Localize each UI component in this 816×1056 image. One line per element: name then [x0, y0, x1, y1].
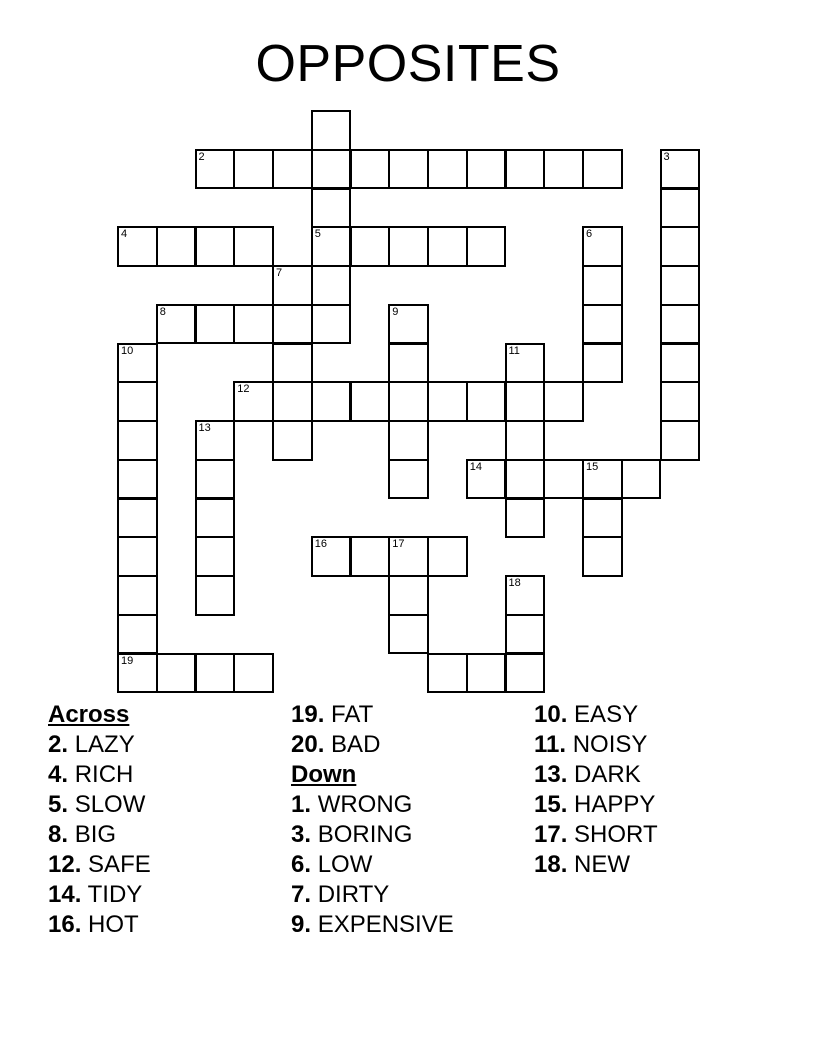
crossword-cell[interactable] [117, 226, 158, 267]
clue-item [291, 790, 531, 820]
clue-item [534, 760, 774, 790]
clue-item [48, 760, 288, 790]
clue-item-text: BORING [317, 821, 413, 848]
crossword-cell[interactable] [582, 536, 623, 577]
crossword-cell[interactable] [505, 149, 546, 190]
clue-number: 5 [314, 228, 321, 241]
clue-item-text: SHORT [574, 821, 658, 848]
clue-item [48, 790, 288, 820]
clue-column-3 [534, 700, 774, 880]
crossword-cell[interactable] [505, 653, 546, 694]
clue-item-text: HOT [88, 911, 139, 938]
clue-item-number: 10. [534, 701, 568, 728]
crossword-cell[interactable] [272, 149, 313, 190]
crossword-cell[interactable] [388, 343, 429, 384]
clue-item-number: 9. [291, 911, 312, 938]
crossword-cell[interactable] [543, 459, 584, 500]
crossword-cell[interactable] [427, 226, 468, 267]
clue-item [291, 880, 531, 910]
clue-item [291, 730, 531, 760]
crossword-cell[interactable] [272, 304, 313, 345]
crossword-cell[interactable] [660, 226, 701, 267]
crossword-cell[interactable] [582, 265, 623, 306]
crossword-cell[interactable] [350, 149, 391, 190]
clue-item-number: 12. [48, 851, 82, 878]
clue-item-text: NEW [574, 851, 631, 878]
crossword-cell[interactable] [311, 226, 352, 267]
crossword-cell[interactable] [582, 304, 623, 345]
crossword-cell[interactable] [195, 498, 236, 539]
across-heading: Across [48, 701, 130, 728]
clue-item-text: BIG [74, 821, 117, 848]
clue-number: 12 [237, 383, 250, 396]
crossword-cell[interactable] [117, 498, 158, 539]
clue-number: 18 [508, 577, 521, 589]
clue-item [48, 820, 288, 850]
clue-item-number: 19. [291, 701, 325, 728]
crossword-cell[interactable] [505, 498, 546, 539]
clue-item-text: FAT [331, 701, 374, 728]
crossword-cell[interactable] [388, 420, 429, 461]
clue-item [534, 850, 774, 880]
crossword-cell[interactable] [311, 536, 352, 577]
crossword-cell[interactable] [388, 304, 429, 345]
crossword-cell[interactable] [427, 653, 468, 694]
clue-number: 3 [663, 150, 670, 163]
clue-item-number: 5. [48, 791, 69, 818]
crossword-cell[interactable] [388, 536, 429, 577]
clue-item-number: 2. [48, 731, 69, 758]
clue-number: 19 [121, 654, 134, 667]
crossword-cell[interactable] [582, 498, 623, 539]
crossword-cell[interactable] [117, 343, 158, 384]
clue-item-number: 7. [291, 881, 312, 908]
clue-number: 2 [198, 150, 205, 163]
crossword-cell[interactable] [505, 420, 546, 461]
crossword-cell[interactable] [582, 149, 623, 190]
clue-number: 8 [159, 305, 166, 318]
crossword-cell[interactable] [427, 149, 468, 190]
crossword-cell[interactable] [466, 459, 507, 500]
clue-item-number: 20. [291, 731, 325, 758]
clue-item [291, 850, 531, 880]
crossword-cell[interactable] [117, 536, 158, 577]
clue-item [534, 790, 774, 820]
clue-item-text: NOISY [572, 731, 648, 758]
crossword-cell[interactable] [505, 343, 546, 384]
crossword-cell[interactable] [272, 343, 313, 384]
crossword-cell[interactable] [117, 653, 158, 694]
crossword-cell[interactable] [660, 304, 701, 345]
clue-item-text: BAD [331, 731, 381, 758]
clue-item [291, 820, 531, 850]
clue-item-number: 1. [291, 791, 312, 818]
crossword-cell[interactable] [350, 536, 391, 577]
crossword-cell[interactable] [117, 381, 158, 422]
crossword-cell[interactable] [195, 304, 236, 345]
crossword-cell[interactable] [156, 304, 197, 345]
crossword-cell[interactable] [311, 381, 352, 422]
clue-item-number: 4. [48, 761, 69, 788]
crossword-cell[interactable] [272, 265, 313, 306]
crossword-cell[interactable] [272, 420, 313, 461]
crossword-cell[interactable] [117, 614, 158, 655]
clue-number: 7 [276, 267, 283, 279]
down-heading: Down [291, 761, 357, 788]
clue-item-text: LAZY [74, 731, 135, 758]
clue-item [48, 910, 288, 940]
clue-item-number: 11. [534, 731, 567, 758]
crossword-cell[interactable] [311, 188, 352, 229]
crossword-cell[interactable] [350, 381, 391, 422]
clue-item-text: LOW [317, 851, 373, 878]
crossword-cell[interactable] [233, 149, 274, 190]
clue-item [48, 730, 288, 760]
crossword-cell[interactable] [272, 381, 313, 422]
clue-item-number: 8. [48, 821, 69, 848]
crossword-cell[interactable] [388, 614, 429, 655]
clue-item-text: HAPPY [574, 791, 656, 818]
crossword-cell[interactable] [505, 381, 546, 422]
clue-item-number: 14. [48, 881, 82, 908]
clue-number: 9 [392, 305, 399, 318]
crossword-cell[interactable] [660, 420, 701, 461]
crossword-cell[interactable] [427, 536, 468, 577]
crossword-cell[interactable] [233, 653, 274, 694]
crossword-cell[interactable] [505, 614, 546, 655]
crossword-cell[interactable] [195, 226, 236, 267]
crossword-cell[interactable] [388, 459, 429, 500]
clue-item [291, 910, 531, 940]
crossword-cell[interactable] [311, 265, 352, 306]
clue-item-text: SLOW [74, 791, 146, 818]
clue-item [48, 880, 288, 910]
crossword-cell[interactable] [195, 420, 236, 461]
crossword-cell[interactable] [388, 226, 429, 267]
crossword-cell[interactable] [233, 304, 274, 345]
crossword-cell[interactable] [195, 536, 236, 577]
crossword-cell[interactable] [466, 149, 507, 190]
clue-item-text: EXPENSIVE [317, 911, 454, 938]
crossword-cell[interactable] [582, 459, 623, 500]
clue-item-number: 17. [534, 821, 568, 848]
crossword-cell[interactable] [311, 110, 352, 151]
puzzle-title: OPPOSITES [255, 35, 561, 93]
crossword-cell[interactable] [350, 226, 391, 267]
crossword-cell[interactable] [388, 149, 429, 190]
crossword-cell[interactable] [195, 575, 236, 616]
crossword-cell[interactable] [195, 459, 236, 500]
clue-column-1 [48, 700, 288, 940]
clue-number: 17 [392, 538, 405, 551]
crossword-cell[interactable] [582, 343, 623, 384]
clue-item-text: TIDY [87, 881, 143, 908]
crossword-cell[interactable] [621, 459, 662, 500]
clue-item-number: 15. [534, 791, 568, 818]
clue-item-text: DARK [574, 761, 641, 788]
crossword-cell[interactable] [117, 459, 158, 500]
crossword-cell[interactable] [156, 226, 197, 267]
crossword-cell[interactable] [233, 381, 274, 422]
crossword-cell[interactable] [582, 226, 623, 267]
crossword-cell[interactable] [156, 653, 197, 694]
crossword-cell[interactable] [660, 343, 701, 384]
crossword-cell[interactable] [466, 226, 507, 267]
crossword-cell[interactable] [660, 265, 701, 306]
clue-number: 15 [586, 460, 599, 473]
clue-number: 4 [121, 228, 128, 241]
crossword-cell[interactable] [311, 304, 352, 345]
clue-item-number: 6. [291, 851, 312, 878]
crossword-cell[interactable] [195, 653, 236, 694]
clue-number: 10 [121, 344, 134, 357]
crossword-cell[interactable] [233, 226, 274, 267]
crossword-cell[interactable] [195, 149, 236, 190]
crossword-cell[interactable] [505, 575, 546, 616]
clue-item [534, 700, 774, 730]
clue-item [291, 700, 531, 730]
crossword-cell[interactable] [660, 381, 701, 422]
clue-item-number: 3. [291, 821, 312, 848]
clue-item-text: RICH [74, 761, 134, 788]
clue-item-text: DIRTY [317, 881, 390, 908]
crossword-cell[interactable] [311, 149, 352, 190]
crossword-cell[interactable] [660, 188, 701, 229]
crossword-cell[interactable] [388, 575, 429, 616]
clue-item-number: 13. [534, 761, 568, 788]
crossword-cell[interactable] [505, 459, 546, 500]
crossword-cell[interactable] [117, 575, 158, 616]
crossword-cell[interactable] [660, 149, 701, 190]
crossword-cell[interactable] [427, 381, 468, 422]
clue-item [48, 850, 288, 880]
clue-number: 13 [198, 422, 211, 434]
clue-number: 6 [586, 228, 593, 241]
crossword-cell[interactable] [388, 381, 429, 422]
clue-item-text: SAFE [88, 851, 151, 878]
clue-item [534, 820, 774, 850]
crossword-cell[interactable] [466, 653, 507, 694]
clue-item [534, 730, 774, 760]
crossword-cell[interactable] [543, 149, 584, 190]
clue-column-2 [291, 700, 531, 940]
crossword-cell[interactable] [543, 381, 584, 422]
crossword-cell[interactable] [466, 381, 507, 422]
clue-number: 16 [314, 538, 327, 551]
clue-number: 11 [508, 344, 520, 357]
clue-item-number: 18. [534, 851, 568, 878]
clue-number: 14 [469, 460, 482, 473]
clue-item-number: 16. [48, 911, 82, 938]
crossword-cell[interactable] [117, 420, 158, 461]
clue-item-text: WRONG [317, 791, 413, 818]
clue-item-text: EASY [574, 701, 639, 728]
